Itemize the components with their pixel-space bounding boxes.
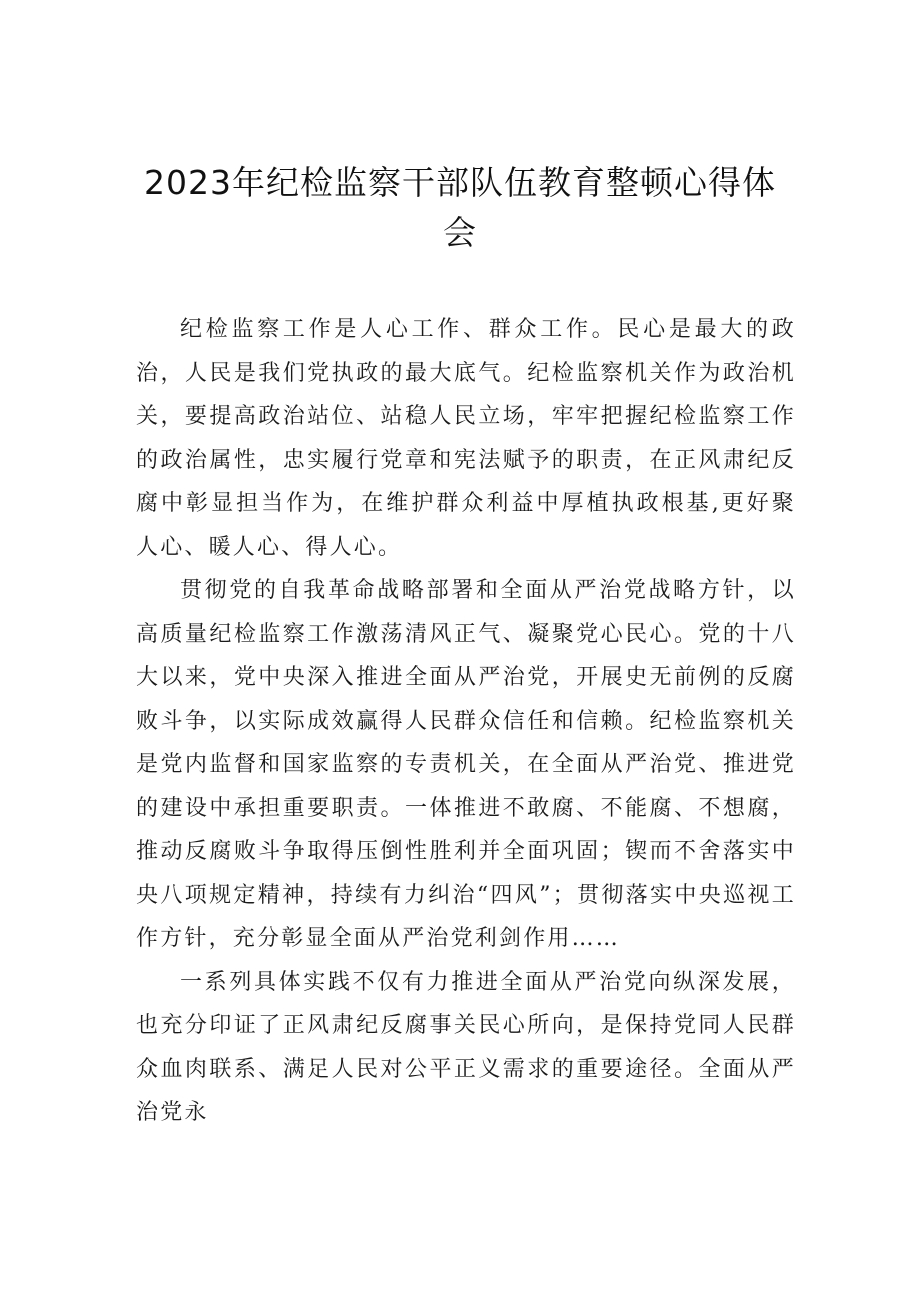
- document-title: [120, 158, 800, 258]
- paragraph-2: 贯彻党的自我革命战略部署和全面从严治党战略方针，以高质量纪检监察工作激荡清风正气、凝聚党心民心。党的十八大以来，党中央深入推进全面从严治党，开展史无前例的反腐败斗争，以实际成效赢得人民群众信任和信赖。纪检监察机关是党内监督和国家监察的专责机关，在全面从严治党、推进党的建设中承担重要职责。一体推进不敢腐、不能腐、不想腐，推动反腐败斗争取得压倒性胜利并全面巩固；锲而不舍落实中央八项规定精神，持续有力纠治“四风”；贯彻落实中央巡视工作方针，充分彰显全面从严治党利剑作用……: [136, 578, 796, 951]
- document-body: [136, 308, 796, 1135]
- paragraph-1: 纪检监察工作是人心工作、群众工作。民心是最大的政治，人民是我们党执政的最大底气。纪检监察机关作为政治机关，要提高政治站位、站稳人民立场，牢牢把握纪检监察工作的政治属性，忠实履行党章和宪法赋予的职责，在正风肃纪反腐中彰显担当作为，在维护群众利益中厚植执政根基,更好聚人心、暖人心、得人心。: [136, 317, 796, 560]
- title-line-2: 会: [443, 213, 477, 252]
- title-line-1: 2023年纪检监察干部队伍教育整顿心得体: [144, 163, 776, 202]
- paragraph-3: 一系列具体实践不仅有力推进全面从严治党向纵深发展，也充分印证了正风肃纪反腐事关民心所向，是保持党同人民群众血肉联系、满足人民对公平正义需求的重要途径。全面从严治党永: [136, 969, 796, 1125]
